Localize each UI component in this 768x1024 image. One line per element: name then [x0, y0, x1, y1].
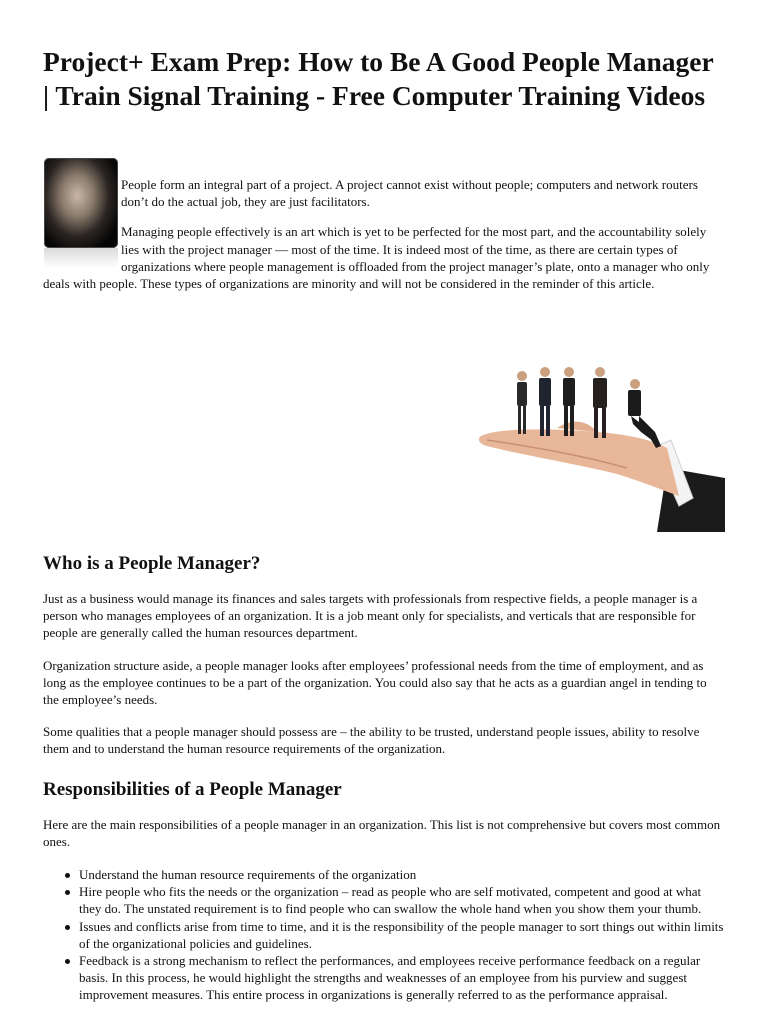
section-responsibilities-intro-text: Here are the main responsibilities of a people manager in an organization. This list is not comprehensive but covers most common ones. [43, 817, 721, 850]
intro-paragraph-2: Managing people effectively is an art which is yet to be perfected for the most part, and the accountability solely lies with the project manager — most of the time. It is indeed most of the time, as there are certain types of organizations where people management is offloaded from the project manager’s plate, onto a manager who only deals with people. These types of organizations are minority and will not be considered in the reminder of this article. [43, 224, 710, 292]
section-responsibilities-intro [43, 816, 725, 865]
intro-paragraph-1: People form an integral part of a project. A project cannot exist without people; computers and network routers don’t do the actual job, they are just facilitators. [121, 177, 698, 210]
article-title: Project+ Exam Prep: How to Be A Good People Manager | Train Signal Training - Free Computer Training Videos [43, 46, 714, 111]
section-heading-who: Who is a People Manager? [43, 553, 261, 574]
section-who-paragraph-1: Just as a business would manage its finances and sales targets with professionals from respective fields, a people manager is a person who manages employees of an organization. It is a job meant only for specialists, and verticals that are responsible for people are generally called the human resources department. [43, 591, 698, 641]
list-item: Issues and conflicts arise from time to time, and it is the responsibility of the people manager to sort things out within limits of the organizational policies and guidelines. [79, 918, 724, 951]
section-who-paragraph-3: Some qualities that a people manager should possess are – the ability to be trusted, understand people issues, ability to resolve them and to understand the human resource requirements of the organization. [43, 724, 700, 757]
list-item: Hire people who fits the needs or the organization – read as people who are self motivated, competent and good at what they do. The unstated requirement is to find people who can swallow the whole hand when you show them your thumb. [79, 883, 725, 917]
intro-text [43, 176, 725, 305]
responsibilities-list [43, 866, 725, 1004]
people-on-hand-image [457, 328, 725, 532]
list-item: Understand the human resource requirements of the organization [79, 866, 725, 883]
list-item: Feedback is a strong mechanism to reflect the performances, and employees receive performance feedback on a regular basis. In this process, he would highlight the strengths and weaknesses of an employee from his purview and suggest improvement measures. This entire process in organizations is generally referred to as the performance appraisal. [79, 952, 725, 1004]
section-heading-responsibilities: Responsibilities of a People Manager [43, 779, 342, 800]
section-who-text [43, 590, 725, 773]
section-who-paragraph-2: Organization structure aside, a people manager looks after employees’ professional needs from the time of employment, and as long as the employee continues to be a part of the organization. You could also say that he acts as a guardian angel in tending to the employee’s needs. [43, 657, 707, 708]
